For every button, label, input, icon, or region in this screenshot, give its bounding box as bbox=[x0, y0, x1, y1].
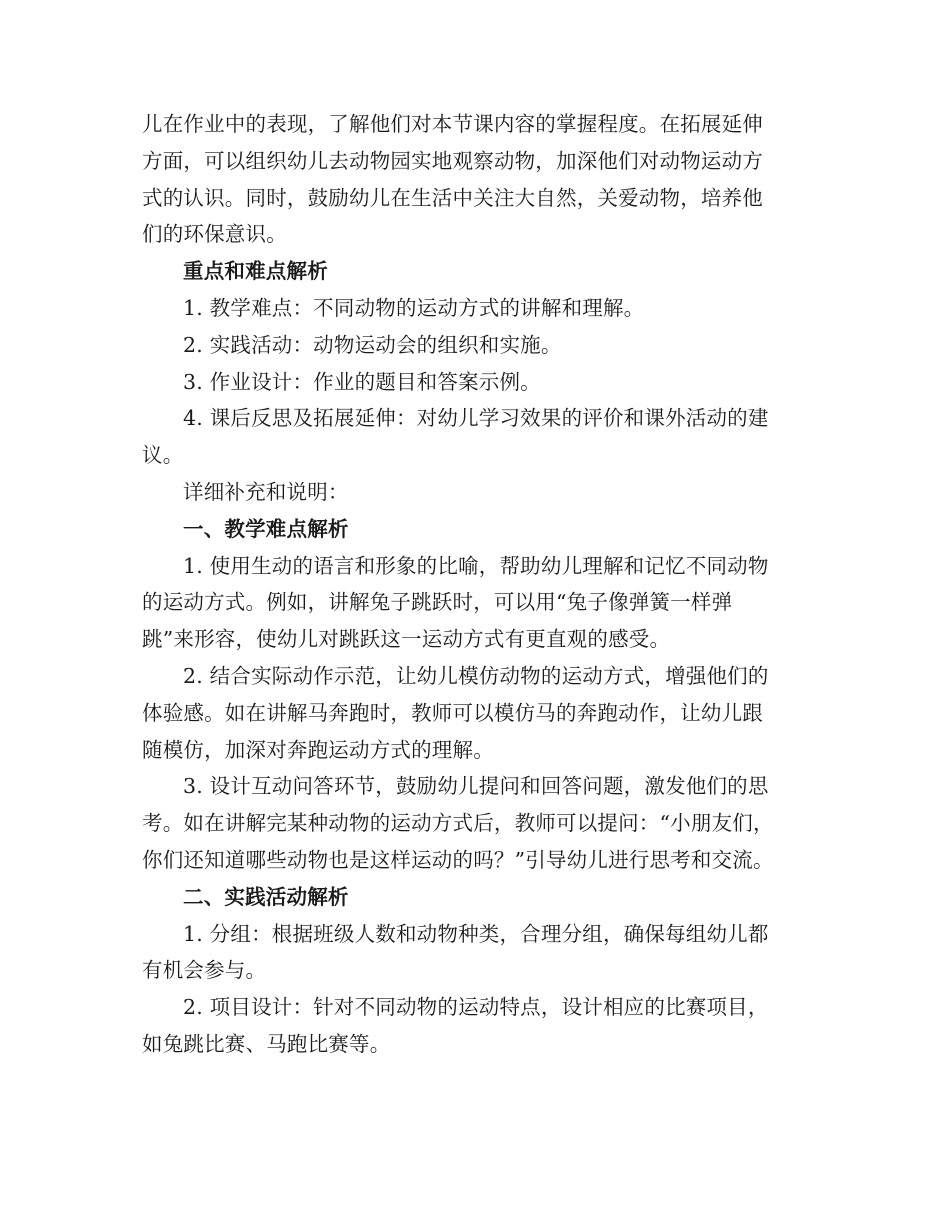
text-line: 跳”来形容，使幼儿对跳跃这一运动方式有更直观的感受。 bbox=[142, 627, 671, 652]
text-line: 你们还知道哪些动物也是这样运动的吗？”引导幼儿进行思考和交流。 bbox=[142, 847, 774, 872]
text-line: 们的环保意识。 bbox=[142, 222, 287, 247]
section-heading-practice-activity: 二、实践活动解析 bbox=[183, 884, 349, 909]
body-paragraph bbox=[142, 548, 808, 658]
text-line: 式的认识。同时，鼓励幼儿在生活中关注大自然，关爱动物，培养他 bbox=[142, 185, 763, 210]
body-paragraph bbox=[142, 658, 808, 768]
section-heading-teaching-difficulty: 一、教学难点解析 bbox=[183, 516, 349, 541]
list-item: 2. 实践活动：动物运动会的组织和实施。 bbox=[183, 332, 562, 357]
body-paragraph bbox=[142, 989, 808, 1063]
section-heading-key-points: 重点和难点解析 bbox=[183, 259, 328, 284]
text-line: 3. 设计互动问答环节，鼓励幼儿提问和回答问题，激发他们的思 bbox=[183, 774, 769, 799]
text-line: 儿在作业中的表现，了解他们对本节课内容的掌握程度。在拓展延伸 bbox=[142, 112, 763, 136]
text-line: 如兔跳比赛、马跑比赛等。 bbox=[142, 1031, 391, 1056]
text-line: 体验感。如在讲解马奔跑时，教师可以模仿马的奔跑动作，让幼儿跟 bbox=[142, 700, 763, 725]
body-paragraph bbox=[142, 768, 808, 878]
text-line: 议。 bbox=[142, 443, 184, 468]
list-item: 1. 教学难点：不同动物的运动方式的讲解和理解。 bbox=[183, 295, 645, 320]
text-line: 1. 分组：根据班级人数和动物种类，合理分组，确保每组幼儿都 bbox=[183, 921, 769, 946]
text-line: 1. 使用生动的语言和形象的比喻，帮助幼儿理解和记忆不同动物 bbox=[183, 553, 769, 578]
body-paragraph bbox=[142, 916, 808, 990]
text-line: 2. 项目设计：针对不同动物的运动特点，设计相应的比赛项目， bbox=[183, 995, 769, 1020]
intro-paragraph bbox=[142, 106, 808, 253]
text-line: 考。如在讲解完某种动物的运动方式后，教师可以提问：“小朋友们， bbox=[142, 811, 774, 836]
document-page bbox=[142, 106, 808, 1063]
list-item bbox=[142, 400, 808, 474]
text-line: 方面，可以组织幼儿去动物园实地观察动物，加深他们对动物运动方 bbox=[142, 148, 763, 173]
text-line: 随模仿，加深对奔跑运动方式的理解。 bbox=[142, 737, 494, 762]
text-line: 的运动方式。例如，讲解兔子跳跃时，可以用“兔子像弹簧一样弹 bbox=[142, 590, 733, 615]
text-line: 有机会参与。 bbox=[142, 958, 267, 983]
supplement-label: 详细补充和说明： bbox=[183, 479, 349, 504]
text-line: 2. 结合实际动作示范，让幼儿模仿动物的运动方式，增强他们的 bbox=[183, 663, 769, 688]
text-line: 4. 课后反思及拓展延伸：对幼儿学习效果的评价和课外活动的建 bbox=[183, 406, 769, 431]
list-item: 3. 作业设计：作业的题目和答案示例。 bbox=[183, 369, 541, 394]
